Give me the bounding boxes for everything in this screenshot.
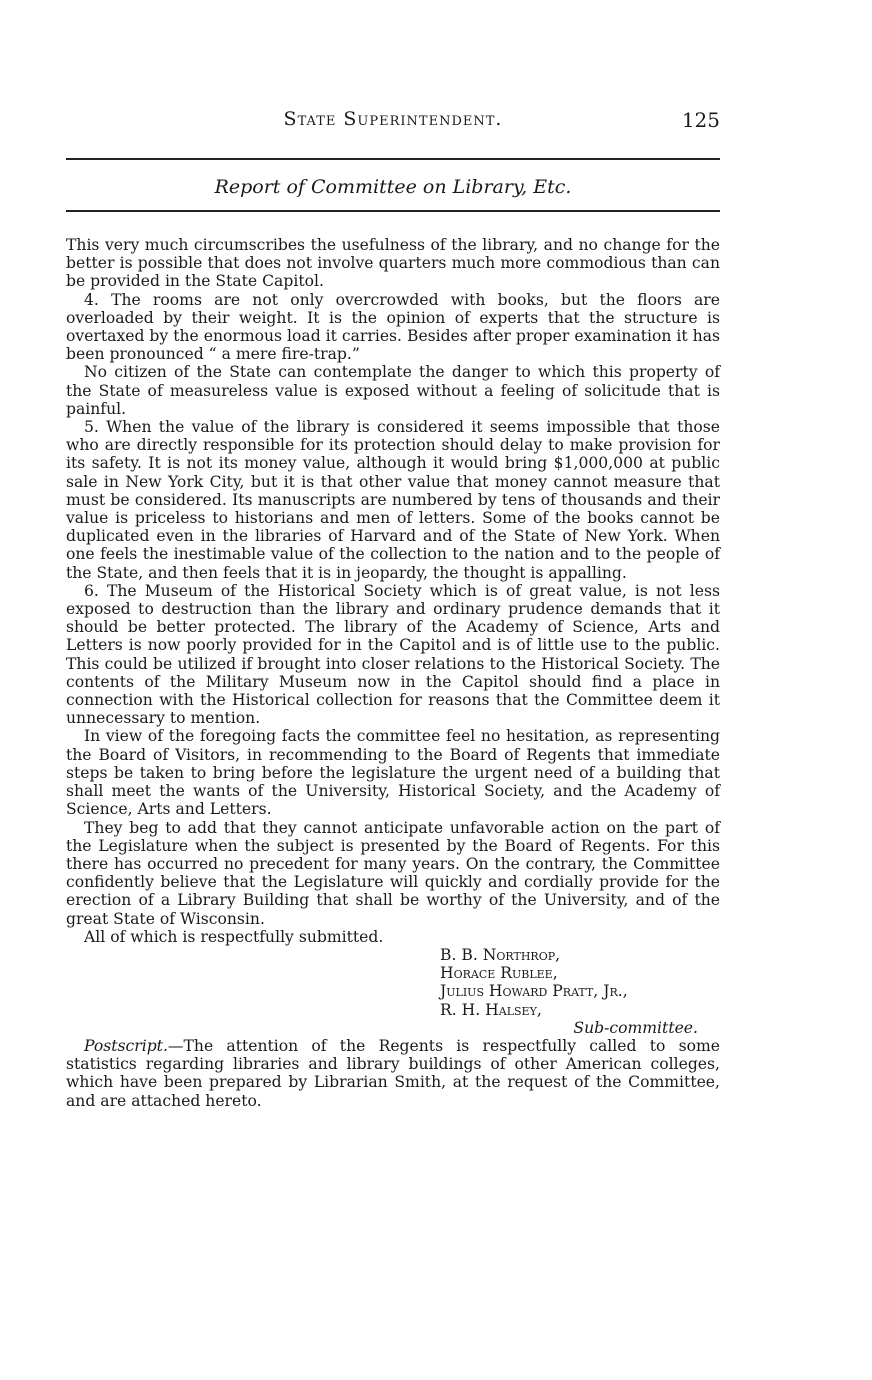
running-head — [66, 108, 720, 134]
paragraph-postscript — [66, 1037, 720, 1110]
paragraph-danger: No citizen of the State can contemplate the danger to which this property of the State of measureless value is exposed without a feeling of solicitude that is painful. — [66, 363, 720, 418]
body-text — [66, 236, 720, 1110]
signature-pratt: Julius Howard Pratt, Jr., — [440, 982, 628, 1001]
signature-northrop: B. B. Northrop, — [440, 945, 561, 964]
section-title: Report of Committee on Library, Etc. — [214, 176, 572, 198]
signature-role: Sub-committee. — [573, 1018, 698, 1037]
paragraph-legislature: They beg to add that they cannot anticipate unfavorable action on the part of the Legislature when the subject is presented by the Board of Regents. For this there has occurred no precedent for many years. On the contrary, the Committee confidently believe that the Legislature will quickly and cordially provide for the erection of a Library Building that shall be worthy of the University, and of the great State of Wisconsin. — [66, 818, 720, 928]
paragraph-library-value: 5. When the value of the library is considered it seems impossible that those who are directly responsible for its protection should delay to make provision for its safety. It is not its money value, although it would bring $1,000,000 at public sale in New York City, but it is that other value that money cannot measure that must be considered. Its manuscripts are numbered by tens of thousands and their value is priceless to historians and men of letters. Some of the books cannot be duplicated even in the libraries of Harvard and of the State of New York. When one feels the inestimable value of the collection to the nation and to the people of the State, and then feels that it is in jeopardy, the thought is appalling. — [66, 418, 720, 582]
header-rule-bottom — [66, 210, 720, 212]
postscript-text: —The attention of the Regents is respectfully called to some statistics regarding libraries and library buildings of other American colleges, which have been prepared by Librarian Smith, at the request of the Committee, and are attached hereto. — [66, 1036, 720, 1110]
paragraph-recommendation: In view of the foregoing facts the committee feel no hesitation, as representing the Board of Visitors, in recommending to the Board of Regents that immediate steps be taken to bring before the legislature the urgent need of a building that shall meet the wants of the University, Historical Society, and the Academy of Science, Arts and Letters. — [66, 727, 720, 819]
signature-rublee: Horace Rublee, — [440, 964, 558, 983]
paragraph-library-usefulness: This very much circumscribes the usefulness of the library, and no change for the better is possible that does not involve quarters much more commodious than can be provided in the State Capitol. — [66, 236, 720, 291]
page-number: 125 — [681, 108, 720, 132]
signature-halsey: R. H. Halsey, — [440, 1000, 542, 1019]
paragraph-submission: All of which is respectfully submitted. — [84, 927, 384, 946]
signature-block — [66, 946, 720, 1037]
header-rule-top — [66, 158, 720, 160]
running-title: State Superintendent. — [283, 108, 503, 130]
postscript-label: Postscript. — [84, 1036, 168, 1055]
paragraph-overcrowded-rooms: 4. The rooms are not only overcrowded with books, but the floors are overloaded by their weight. It is the opinion of experts that the structure is overtaxed by the enormous load it carries. Besides after proper examination it has been pronounced “ a mere fire-trap.” — [66, 290, 720, 364]
paragraph-museum: 6. The Museum of the Historical Society which is of great value, is not less exposed to destruction than the library and ordinary prudence demands that it should be better protected. The library of the Academy of Science, Arts and Letters is now poorly provided for in the Capitol and is of little use to the public. This could be utilized if brought into closer relations to the Historical Society. The contents of the Military Museum now in the Capitol should find a place in connection with the Historical collection for reasons that the Committee deem it unnecessary to mention. — [66, 581, 720, 728]
